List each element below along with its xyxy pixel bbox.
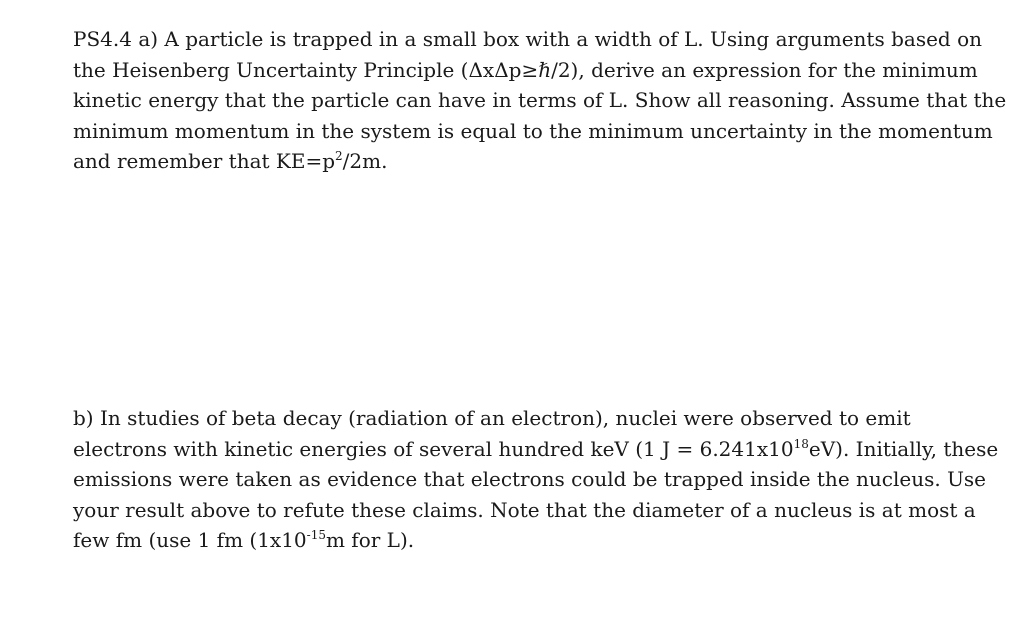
part-b-line-5-text-end: m for L). — [325, 528, 415, 553]
part-a-line-4: minimum momentum in the system is equal to the minimum uncertainty in the momentum — [73, 118, 993, 143]
part-b-line-1: b) In studies of beta decay (radiation of an electron), nuclei were observed to emit — [73, 406, 911, 430]
exponent-superscript: 2 — [335, 149, 343, 164]
question-part-a — [73, 24, 1006, 177]
part-b-line-4: your result above to refute these claims. Note that the diameter of a nucleus is at most a — [73, 497, 976, 522]
part-b-line-3: emissions were taken as evidence that electrons could be trapped inside the nucleus. Use — [73, 467, 987, 492]
part-a-line-5-text-end: /2m. — [342, 149, 388, 174]
part-a-line-5-text: and remember that KE=p — [73, 149, 336, 174]
part-b-line-5 — [73, 525, 998, 556]
part-a-line-5 — [73, 146, 1006, 177]
question-part-b — [73, 403, 998, 556]
part-b-line-5-text: few fm (use 1 fm (1x10 — [73, 528, 307, 553]
part-a-line-2: the Heisenberg Uncertainty Principle (ΔxΔp≥ℏ/2), derive an expression for the minimum — [73, 57, 978, 82]
part-a-line-1: PS4.4 a) A particle is trapped in a small box with a width of L. Using arguments based on — [73, 27, 982, 51]
part-b-line-2-text-end: eV). Initially, these — [808, 436, 999, 461]
part-a-line-3: kinetic energy that the particle can have in terms of L. Show all reasoning. Assume that the — [73, 88, 1007, 113]
part-b-line-2-text: electrons with kinetic energies of several hundred keV (1 J = 6.241x10 — [73, 436, 794, 461]
exponent-superscript: 18 — [793, 436, 809, 451]
exponent-superscript: -15 — [306, 528, 326, 543]
part-b-line-2 — [73, 434, 998, 465]
